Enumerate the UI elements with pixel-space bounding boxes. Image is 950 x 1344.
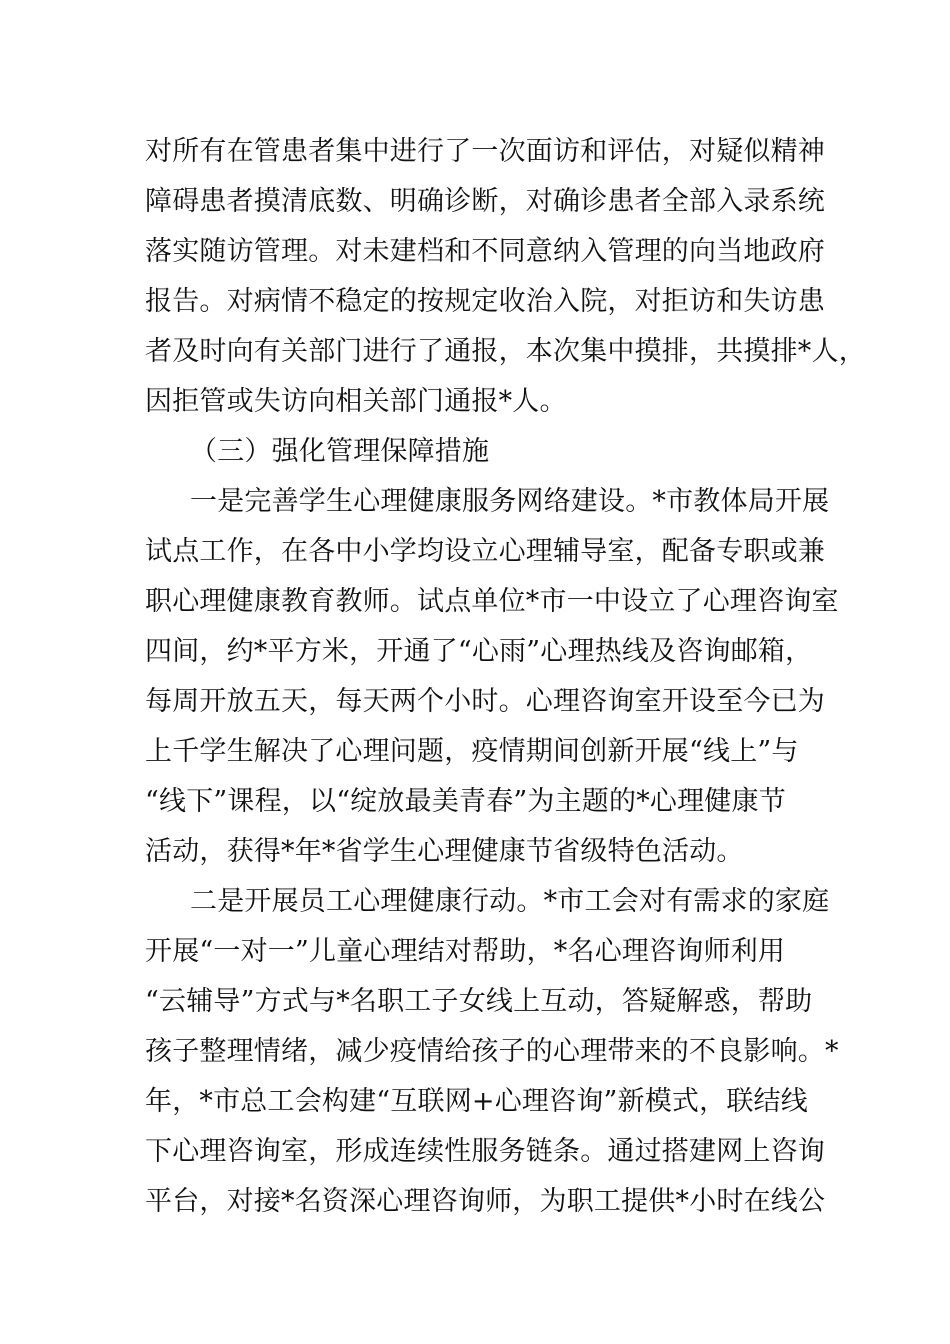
- paragraph-line: 孩子整理情绪，减少疫情给孩子的心理带来的不良影响。*: [145, 1036, 839, 1067]
- paragraph-line: “线下”课程，以“绽放最美青春”为主题的*心理健康节: [145, 786, 786, 817]
- paragraph-line: 平台，对接*名资深心理咨询师，为职工提供*小时在线公: [145, 1186, 826, 1217]
- paragraph-line: 职心理健康教育教师。试点单位*市一中设立了心理咨询室: [145, 586, 839, 617]
- paragraph-line: 者及时向有关部门进行了通报，本次集中摸排，共摸排*人，: [145, 336, 866, 367]
- paragraph-line: 活动，获得*年*省学生心理健康节省级特色活动。: [145, 836, 744, 867]
- paragraph-line: “云辅导”方式与*名职工子女线上互动，答疑解惑，帮助: [145, 986, 813, 1017]
- paragraph-line: 开展“一对一”儿童心理结对帮助，*名心理咨询师利用: [145, 936, 786, 967]
- section-heading: （三）强化管理保障措施: [190, 436, 490, 467]
- paragraph-line: 上千学生解决了心理问题，疫情期间创新开展“线上”与: [145, 736, 799, 767]
- paragraph-line: 二是开展员工心理健康行动。*市工会对有需求的家庭: [190, 886, 830, 917]
- paragraph-line: 一是完善学生心理健康服务网络建设。*市教体局开展: [190, 486, 830, 517]
- paragraph-line: 对所有在管患者集中进行了一次面访和评估，对疑似精神: [145, 136, 825, 167]
- paragraph-line: 因拒管或失访向相关部门通报*人。: [145, 386, 567, 417]
- paragraph-line: 每周开放五天，每天两个小时。心理咨询室开设至今已为: [145, 686, 825, 717]
- paragraph-line: 障碍患者摸清底数、明确诊断，对确诊患者全部入录系统: [145, 186, 825, 217]
- paragraph-line: 报告。对病情不稳定的按规定收治入院，对拒访和失访患: [145, 286, 825, 317]
- paragraph-line: 落实随访管理。对未建档和不同意纳入管理的向当地政府: [145, 236, 825, 267]
- paragraph-line: 年，*市总工会构建“互联网+心理咨询”新模式，联结线: [145, 1086, 808, 1117]
- paragraph-line: 四间，约*平方米，开通了“心雨”心理热线及咨询邮箱，: [145, 636, 813, 667]
- paragraph-line: 下心理咨询室，形成连续性服务链条。通过搭建网上咨询: [145, 1136, 825, 1167]
- paragraph-line: 试点工作，在各中小学均设立心理辅导室，配备专职或兼: [145, 536, 825, 567]
